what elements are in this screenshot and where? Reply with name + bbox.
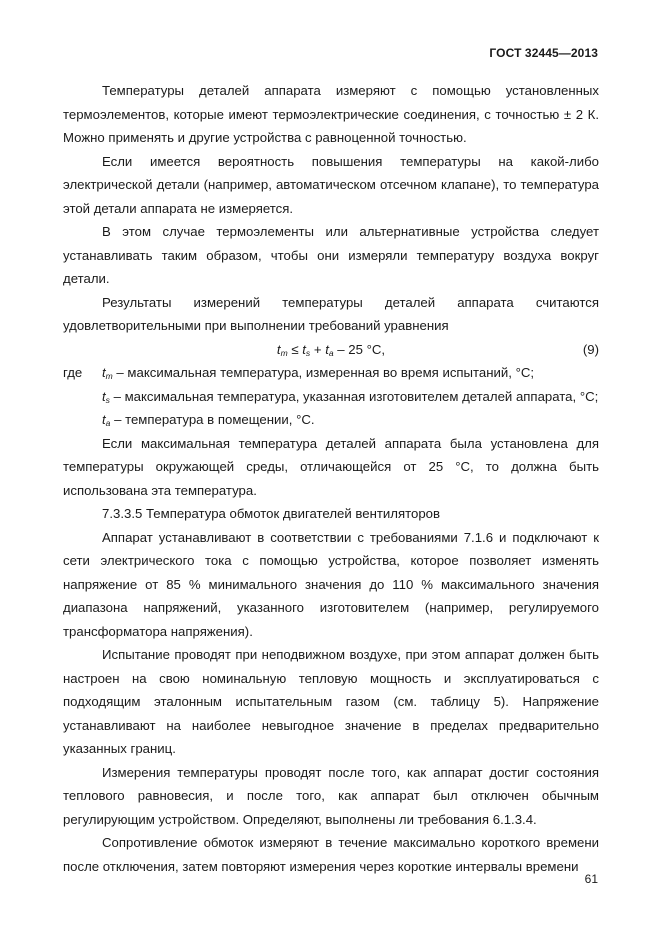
paragraph-results: Результаты измерений температуры деталей аппарата считаются удовлетворительными при выполнении требований уравнения: [63, 294, 599, 333]
document-body: [63, 79, 599, 878]
paragraph-thermal-equilibrium: Измерения температуры проводят после того, как аппарат достиг состояния теплового равновесия, и после того, как аппарат был отключен обычным регулирующим устройством. Определяют, выполнены ли требования 6.1.3.4.: [63, 764, 599, 827]
page-number: 61: [584, 872, 598, 886]
definition-ta: $t_a$ – температура в помещении, °C.: [102, 412, 315, 428]
paragraph-electrical-part: Если имеется вероятность повышения температуры на какой-либо электрической детали (например, автоматическом отсечном клапане), то температура этой детали аппарата не измеряется.: [63, 153, 599, 216]
section-heading-7-3-3-5: 7.3.3.5 Температура обмоток двигателей вентиляторов: [102, 506, 440, 521]
paragraph-winding-resistance: Сопротивление обмоток измеряют в течение максимально короткого времени после отключения, затем повторяют измерения через короткие интервалы времени: [63, 835, 599, 874]
equation-9: [63, 338, 599, 362]
equation-formula: $t_m \le t_s + t_a - 25$ °C,: [276, 341, 386, 358]
paragraph-thermocouples: Температуры деталей аппарата измеряют с помощью установленных термоэлементов, которые имеют термоэлектрические соединения, с точностью ± 2 К. Можно применять и другие устройства с равноценной точностью.: [63, 83, 599, 145]
paragraph-ambient: Если максимальная температура деталей аппарата была установлена для температуры окружающей среды, отличающейся от 25 °C, то должна быть использована эта температура.: [63, 435, 599, 498]
standard-header: ГОСТ 32445—2013: [489, 46, 598, 60]
definition-ts: $t_s$ – максимальная температура, указанная изготовителем деталей аппарата, °C;: [102, 388, 599, 405]
definition-tm: $t_m$ – максимальная температура, измеренная во время испытаний, °C;: [102, 365, 535, 381]
where-block: [63, 361, 599, 432]
paragraph-voltage: Аппарат устанавливают в соответствии с требованиями 7.1.6 и подключают к сети электрического тока с помощью устройства, которое позволяет изменять напряжение от 85 % минимального значения до 110 % максимального значения диапазона напряжений, указанного изготовителем (например, регулируемого трансформатора напряжения).: [63, 529, 599, 639]
paragraph-alternative-devices: В этом случае термоэлементы или альтернативные устройства следует устанавливать таким образом, чтобы они измеряли температуру воздуха вокруг детали.: [63, 224, 599, 286]
paragraph-test-conditions: Испытание проводят при неподвижном воздухе, при этом аппарат должен быть настроен на свою номинальную тепловую мощность и эксплуатироваться с подходящим эталонным испытательным газом (см. таблицу 5). Напряжение устанавливают на наиболее невыгодное значение в пределах предварительно указанных границ.: [63, 647, 599, 756]
where-word: где: [63, 365, 83, 380]
equation-number: (9): [582, 341, 599, 357]
